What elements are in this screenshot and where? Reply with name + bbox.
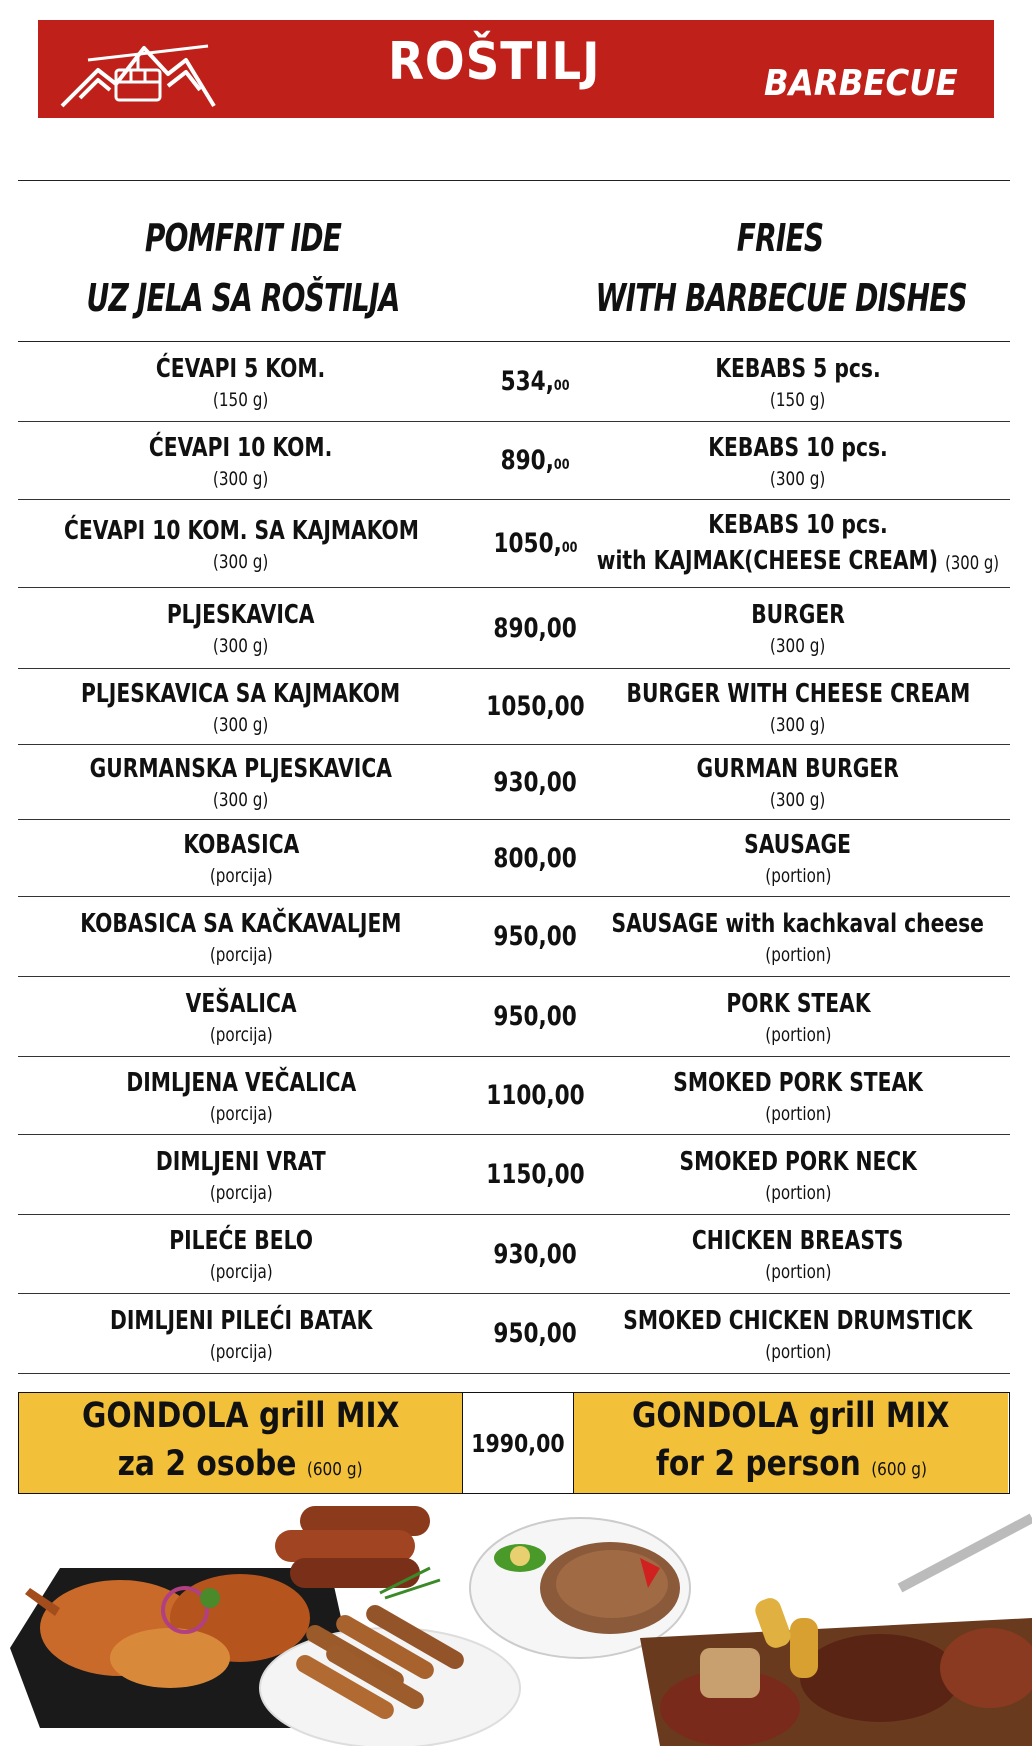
item-name-en: BURGER	[751, 600, 845, 630]
menu-row	[18, 897, 1010, 977]
item-name-en: PORK STEAK	[725, 988, 871, 1019]
menu-row	[18, 422, 1010, 500]
item-name-sr: VEŠALICA	[185, 988, 297, 1019]
item-weight-sr: (300 g)	[213, 550, 269, 573]
item-price: 1050,00	[485, 691, 585, 722]
item-name-en: SAUSAGE	[744, 830, 852, 860]
menu-row	[18, 745, 1010, 820]
item-name-sr: DIMLJENI VRAT	[156, 1146, 326, 1177]
gondola-english	[573, 1393, 1008, 1493]
item-name-en: BURGER WITH CHEESE CREAM	[626, 678, 970, 709]
gondola-price: 1990,00	[471, 1428, 565, 1458]
item-price: 930,00	[493, 1238, 577, 1270]
gondola-en-line1: GONDOLA grill MIX	[632, 1396, 950, 1436]
item-price: 930,00	[493, 766, 577, 798]
serbian-column-header	[18, 208, 468, 328]
page-subtitle: BARBECUE	[764, 63, 958, 104]
item-name-en-line2: with KAJMAK(CHEESE CREAM) (300 g)	[596, 545, 1000, 576]
item-weight-sr: (porcija)	[209, 1181, 273, 1204]
menu-row	[18, 977, 1010, 1057]
sausages-icon	[275, 1506, 440, 1598]
item-weight-en: (portion)	[764, 1261, 832, 1283]
item-name-en: CHICKEN BREASTS	[692, 1226, 904, 1256]
item-weight-sr: (300 g)	[213, 467, 269, 490]
item-price: 890,00	[493, 612, 577, 644]
gondola-sr-line1: GONDOLA grill MIX	[81, 1396, 400, 1436]
gondola-sr-line2: za 2 osobe (600 g)	[118, 1444, 363, 1484]
menu-row	[18, 1294, 1010, 1374]
item-weight-en: (portion)	[764, 865, 832, 887]
item-weight-en: (portion)	[764, 1102, 832, 1125]
item-weight-en: (300 g)	[770, 467, 826, 490]
item-weight-sr: (porcija)	[209, 1023, 273, 1046]
item-name-sr: PLJESKAVICA SA KAJMAKOM	[81, 678, 401, 709]
item-weight-sr: (porcija)	[209, 865, 273, 887]
item-name-en: KEBABS 10 pcs.	[708, 432, 888, 463]
item-weight-en: (portion)	[764, 1023, 832, 1046]
item-name-en: SMOKED PORK STEAK	[673, 1067, 923, 1098]
item-weight-en: (300 g)	[770, 713, 826, 736]
item-weight-en: (150 g)	[770, 388, 826, 411]
item-name-en: KEBABS 5 pcs.	[715, 353, 881, 384]
item-weight-sr: (porcija)	[209, 943, 273, 966]
gondola-en-line2: for 2 person (600 g)	[655, 1444, 927, 1484]
item-weight-sr: (300 g)	[213, 713, 269, 736]
item-name-sr: KOBASICA	[183, 830, 299, 860]
mixed-grill-board-icon	[640, 1518, 1032, 1746]
menu-row	[18, 1215, 1010, 1294]
divider	[18, 180, 1010, 181]
menu-row	[18, 588, 1010, 669]
menu-row	[18, 820, 1010, 897]
gondola-en-weight: (600 g)	[870, 1459, 927, 1480]
item-weight-en: (300 g)	[945, 551, 1000, 574]
item-price: 950,00	[493, 1318, 577, 1349]
english-header-line1: FRIES	[736, 216, 824, 260]
item-price: 890,00	[500, 445, 570, 476]
item-name-en: GURMAN BURGER	[696, 754, 900, 784]
cable-car-logo-icon	[58, 26, 218, 112]
item-price: 950,00	[493, 1001, 577, 1032]
item-weight-en: (300 g)	[770, 789, 826, 811]
item-price: 1050,00	[493, 528, 577, 559]
item-name-sr: PILEĆE BELO	[169, 1226, 313, 1256]
burger-plate-icon	[470, 1518, 690, 1658]
item-name-sr: ĆEVAPI 5 KOM.	[156, 353, 326, 384]
english-header-line2: WITH BARBECUE DISHES	[595, 276, 967, 320]
item-weight-en: (portion)	[764, 1181, 832, 1204]
menu-row	[18, 1057, 1010, 1135]
item-name-sr: KOBASICA SA KAČKAVALJEM	[80, 908, 402, 939]
item-price: 1150,00	[485, 1159, 585, 1190]
item-price: 534,00	[500, 366, 570, 397]
item-name-sr: ĆEVAPI 10 KOM.	[149, 432, 333, 463]
item-name-en: KEBABS 10 pcs.	[708, 509, 888, 540]
item-name-sr: GURMANSKA PLJESKAVICA	[89, 754, 393, 784]
item-name-sr: DIMLJENI PILEĆI BATAK	[109, 1305, 373, 1336]
gondola-serbian	[19, 1393, 463, 1493]
item-name-en: SMOKED PORK NECK	[679, 1146, 917, 1177]
gondola-sr-weight: (600 g)	[307, 1459, 363, 1480]
item-name-sr: DIMLJENA VEČALICA	[126, 1067, 356, 1098]
item-name-sr: ĆEVAPI 10 KOM. SA KAJMAKOM	[63, 515, 419, 546]
item-weight-en: (300 g)	[770, 635, 826, 657]
item-name-en: SAUSAGE with kachkaval cheese	[611, 908, 985, 939]
item-name-en: SMOKED CHICKEN DRUMSTICK	[623, 1305, 973, 1336]
item-weight-sr: (300 g)	[213, 789, 269, 811]
menu-row	[18, 342, 1010, 422]
item-weight-sr: (porcija)	[209, 1102, 273, 1125]
page-title: ROŠTILJ	[388, 32, 601, 92]
item-weight-sr: (150 g)	[213, 388, 269, 411]
item-price: 950,00	[493, 921, 577, 952]
item-price: 800,00	[493, 842, 577, 874]
item-weight-sr: (porcija)	[209, 1261, 273, 1283]
serbian-header-line1: POMFRIT IDE	[144, 216, 342, 260]
grilled-food-photo	[0, 1498, 1032, 1746]
gondola-grill-mix-box	[18, 1392, 1010, 1494]
menu-row	[18, 1135, 1010, 1215]
header-banner	[38, 20, 994, 118]
item-name-sr: PLJESKAVICA	[167, 600, 315, 630]
menu-table	[18, 342, 1010, 1374]
item-weight-en: (portion)	[764, 1340, 832, 1363]
item-weight-sr: (300 g)	[213, 635, 269, 657]
serbian-header-line2: UZ JELA SA ROŠTILJA	[86, 276, 400, 320]
item-weight-sr: (porcija)	[209, 1340, 273, 1363]
menu-row	[18, 669, 1010, 745]
menu-row	[18, 500, 1010, 588]
item-weight-en: (portion)	[764, 943, 832, 966]
item-price: 1100,00	[485, 1080, 585, 1111]
gondola-price-cell	[463, 1393, 573, 1493]
english-column-header	[555, 208, 1005, 328]
